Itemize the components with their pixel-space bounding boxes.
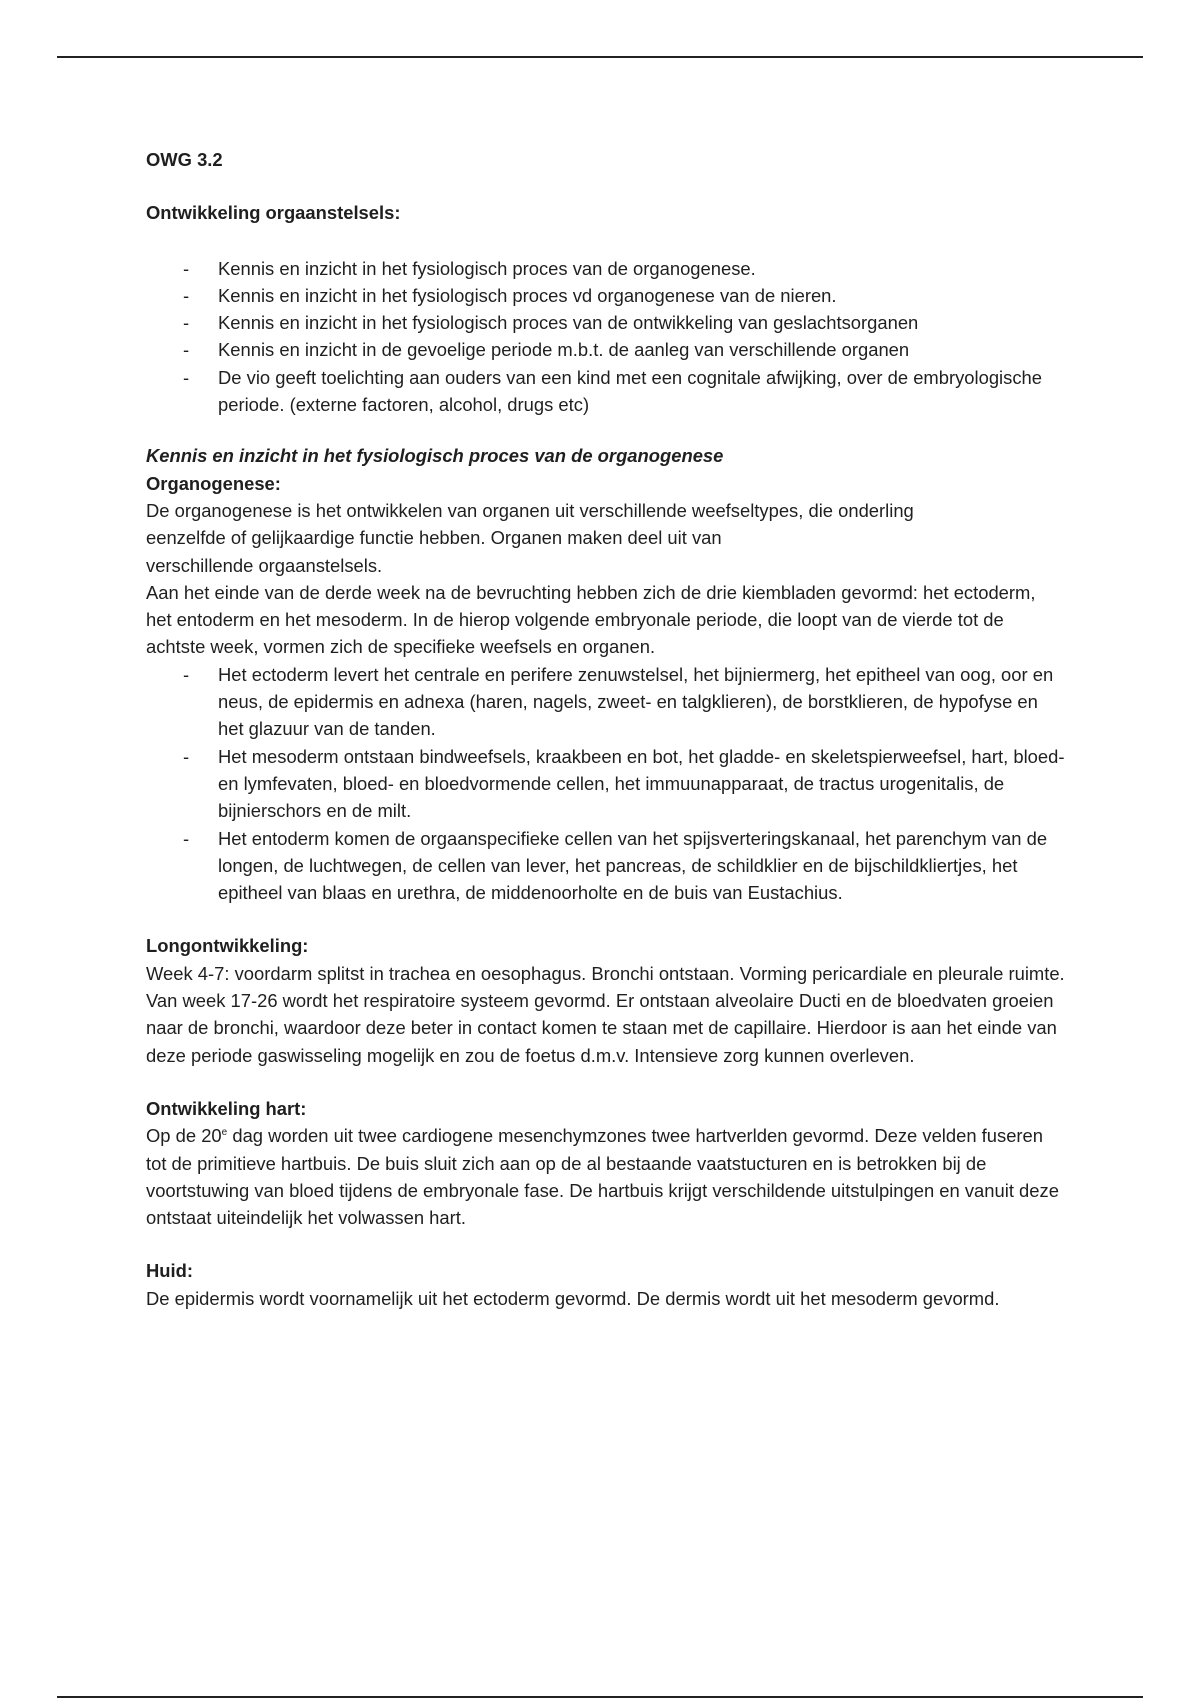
ordinal-suffix: e	[221, 1127, 228, 1139]
list-item: - Kennis en inzicht in het fysiologisch proces van de organogenese.	[146, 255, 1066, 282]
list-item: - Kennis en inzicht in het fysiologisch proces vd organogenese van de nieren.	[146, 282, 1066, 309]
hart-paragraph	[146, 1122, 1066, 1231]
longontwikkeling-paragraph: Van week 17-26 wordt het respiratoire systeem gevormd. Er ontstaan alveolaire Ducti en de bloedvaten groeien naar de bronchi, waardoor deze beter in contact komen te staan met de capillaire. Hierdoor is aan het einde van deze periode gaswisseling mogelijk en zou de foetus d.m.v. Intensieve zorg kunnen overleven.	[146, 990, 1057, 1066]
organogenese-objective-heading: Kennis en inzicht in het fysiologisch proces van de organogenese	[146, 445, 724, 467]
hart-paragraph-prefix: Op de 20	[146, 1125, 222, 1147]
list-item: - Het mesoderm ontstaan bindweefsels, kraakbeen en bot, het gladde- en skeletspierweefsel, hart, bloed- en lymfevaten, bloed- en bloedvormende cellen, het immuunapparaat, de tractus urogenitalis, de bijnierschors en de milt.	[146, 743, 1066, 825]
organogenese-para-line: verschillende orgaanstelsels.	[146, 554, 383, 576]
document-body	[146, 146, 1066, 1312]
hart-paragraph-rest: dag worden uit twee cardiogene mesenchymzones twee hartverlden gevormd. Deze velden fuseren tot de primitieve hartbuis. De buis sluit zich aan op de al bestaande vaatstucturen en is betrokken bij de voortstuwing van bloed tijdens de embryonale fase. De hartbuis krijgt verschildende uitstulpingen en vanuit deze ontstaat uiteindelijk het volwassen hart.	[146, 1125, 1059, 1229]
document-title: OWG 3.2	[146, 149, 223, 170]
footer-rule	[57, 1696, 1143, 1698]
list-item: - Kennis en inzicht in de gevoelige periode m.b.t. de aanleg van verschillende organen	[146, 336, 1066, 363]
germ-layers-list	[146, 661, 1066, 907]
list-item: - Het entoderm komen de orgaanspecifieke cellen van het spijsverteringskanaal, het parenchym van de longen, de luchtwegen, de cellen van lever, het pancreas, de schildklier en de bijschildkliertjes, het epitheel van blaas en urethra, de middenoorholte en de buis van Eustachius.	[146, 825, 1066, 907]
list-item: - Kennis en inzicht in het fysiologisch proces van de ontwikkeling van geslachtsorganen	[146, 309, 1066, 336]
header-rule	[57, 56, 1143, 58]
hart-heading: Ontwikkeling hart:	[146, 1097, 307, 1119]
organogenese-para-line: De organogenese is het ontwikkelen van organen uit verschillende weefseltypes, die onderling	[146, 499, 914, 521]
list-item: - De vio geeft toelichting aan ouders van een kind met een cognitale afwijking, over de embryologische periode. (externe factoren, alcohol, drugs etc)	[146, 364, 1066, 419]
huid-heading: Huid:	[146, 1260, 193, 1282]
huid-paragraph: De epidermis wordt voornamelijk uit het ectoderm gevormd. De dermis wordt uit het mesoderm gevormd.	[146, 1287, 1000, 1309]
list-item: - Het ectoderm levert het centrale en perifere zenuwstelsel, het bijniermerg, het epitheel van oog, oor en neus, de epidermis en adnexa (haren, nagels, zweet- en talgklieren), de borstklieren, de hypofyse en het glazuur van de tanden.	[146, 661, 1066, 743]
organogenese-heading: Organogenese:	[146, 472, 281, 494]
longontwikkeling-heading: Longontwikkeling:	[146, 935, 309, 957]
organogenese-para-line: eenzelfde of gelijkaardige functie hebben. Organen maken deel uit van	[146, 527, 722, 549]
longontwikkeling-paragraph: Week 4-7: voordarm splitst in trachea en oesophagus. Bronchi ontstaan. Vorming pericardiale en pleurale ruimte.	[146, 962, 1065, 984]
section-heading-orgaanstelsels: Ontwikkeling orgaanstelsels:	[146, 202, 401, 224]
organogenese-paragraph: Aan het einde van de derde week na de bevruchting hebben zich de drie kiembladen gevormd: het ectoderm, het entoderm en het mesoderm. In de hierop volgende embryonale periode, die loopt van de vierde tot de achtste week, vormen zich de specifieke weefsels en organen.	[146, 581, 1036, 658]
objectives-list	[146, 255, 1066, 419]
